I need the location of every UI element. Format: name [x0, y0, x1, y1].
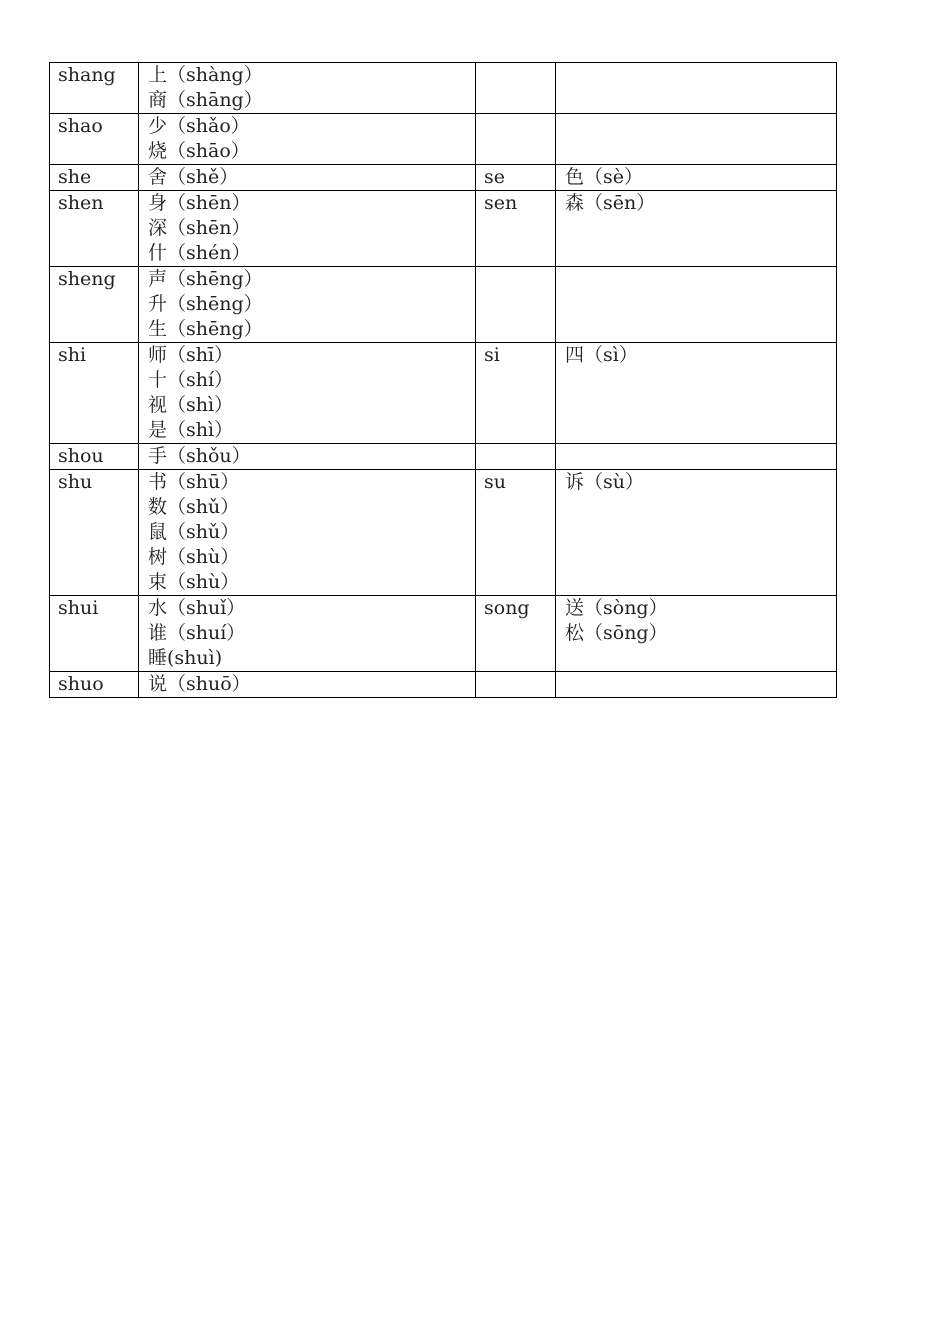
left-syllable: shao — [58, 115, 103, 137]
character-entry: 身（shēn） — [148, 192, 251, 214]
left-characters-cell — [139, 63, 476, 114]
table-row — [50, 444, 837, 470]
character-entry: 数（shǔ） — [148, 496, 240, 518]
right-syllable-cell — [476, 470, 556, 596]
right-syllable-cell — [476, 343, 556, 444]
left-characters-cell — [139, 191, 476, 267]
right-characters-cell — [556, 63, 837, 114]
right-syllable: sen — [484, 192, 518, 214]
left-syllable-cell — [50, 470, 139, 596]
right-characters-cell — [556, 165, 837, 191]
character-entry: 商（shāng） — [148, 89, 263, 111]
character-entry: 舍（shě） — [148, 166, 239, 188]
character-entry: 束（shù） — [148, 571, 240, 593]
left-syllable-cell — [50, 343, 139, 444]
right-syllable-cell — [476, 191, 556, 267]
left-syllable-cell — [50, 672, 139, 698]
right-characters-cell — [556, 672, 837, 698]
left-syllable: shui — [58, 597, 99, 619]
pinyin-table — [49, 62, 837, 698]
right-syllable — [484, 672, 555, 697]
right-characters-cell — [556, 470, 837, 596]
character-entry: 树（shù） — [148, 546, 240, 568]
table-row — [50, 343, 837, 444]
right-syllable-cell — [476, 444, 556, 470]
right-syllable: si — [484, 344, 500, 366]
right-syllable-cell — [476, 267, 556, 343]
character-entry: 烧（shāo） — [148, 140, 250, 162]
character-entry: 森（sēn） — [565, 192, 656, 214]
left-syllable-cell — [50, 267, 139, 343]
character-entry: 师（shī） — [148, 344, 234, 366]
table-row — [50, 267, 837, 343]
left-characters-cell — [139, 114, 476, 165]
table-row — [50, 165, 837, 191]
right-syllable — [484, 444, 555, 469]
table-row — [50, 470, 837, 596]
right-characters-cell — [556, 267, 837, 343]
character-entry: 生（shēng） — [148, 318, 263, 340]
left-syllable: sheng — [58, 268, 116, 290]
left-syllable: shuo — [58, 673, 104, 695]
character-entry: 水（shuǐ） — [148, 597, 246, 619]
character-entry: 说（shuō） — [148, 673, 251, 695]
right-syllable: song — [484, 597, 530, 619]
right-syllable-cell — [476, 165, 556, 191]
character-entry: 送（sòng） — [565, 597, 668, 619]
left-syllable: shou — [58, 445, 104, 467]
left-syllable: shu — [58, 471, 93, 493]
character-entry: 十（shí） — [148, 369, 234, 391]
table-row — [50, 63, 837, 114]
character-entry: 上（shàng） — [148, 64, 263, 86]
right-characters-cell — [556, 343, 837, 444]
left-characters-cell — [139, 672, 476, 698]
right-syllable — [484, 63, 555, 88]
left-syllable: shi — [58, 344, 87, 366]
left-syllable-cell — [50, 191, 139, 267]
right-syllable: se — [484, 166, 505, 188]
character-entry: 书（shū） — [148, 471, 240, 493]
right-syllable-cell — [476, 114, 556, 165]
left-characters-cell — [139, 596, 476, 672]
right-characters-cell — [556, 444, 837, 470]
table-body — [50, 63, 837, 698]
table-row — [50, 596, 837, 672]
character-entry: 睡(shuì) — [148, 647, 223, 669]
left-characters-cell — [139, 267, 476, 343]
right-syllable: su — [484, 471, 506, 493]
right-characters-cell — [556, 191, 837, 267]
left-syllable: shang — [58, 64, 116, 86]
right-syllable-cell — [476, 672, 556, 698]
left-syllable-cell — [50, 444, 139, 470]
character-entry: 手（shǒu） — [148, 445, 251, 467]
character-entry: 声（shēng） — [148, 268, 263, 290]
left-syllable-cell — [50, 114, 139, 165]
left-characters-cell — [139, 444, 476, 470]
right-syllable — [484, 267, 555, 292]
table-row — [50, 114, 837, 165]
right-characters-cell — [556, 596, 837, 672]
right-syllable-cell — [476, 63, 556, 114]
character-entry: 诉（sù） — [565, 471, 644, 493]
character-entry: 鼠（shǔ） — [148, 521, 240, 543]
character-entry: 四（sì） — [565, 344, 638, 366]
character-entry: 色（sè） — [565, 166, 643, 188]
right-characters-cell — [556, 114, 837, 165]
character-entry: 谁（shuí） — [148, 622, 246, 644]
left-syllable: shen — [58, 192, 104, 214]
character-entry: 是（shì） — [148, 419, 234, 441]
left-characters-cell — [139, 343, 476, 444]
left-characters-cell — [139, 470, 476, 596]
right-syllable-cell — [476, 596, 556, 672]
character-entry: 少（shǎo） — [148, 115, 250, 137]
left-syllable-cell — [50, 63, 139, 114]
character-entry: 视（shì） — [148, 394, 234, 416]
character-entry: 松（sōng） — [565, 622, 668, 644]
left-syllable-cell — [50, 596, 139, 672]
table-row — [50, 672, 837, 698]
character-entry: 升（shēng） — [148, 293, 263, 315]
character-entry: 深（shēn） — [148, 217, 251, 239]
character-entry: 什（shén） — [148, 242, 251, 264]
left-syllable-cell — [50, 165, 139, 191]
left-syllable: she — [58, 166, 92, 188]
left-characters-cell — [139, 165, 476, 191]
right-syllable — [484, 114, 555, 139]
table-row — [50, 191, 837, 267]
